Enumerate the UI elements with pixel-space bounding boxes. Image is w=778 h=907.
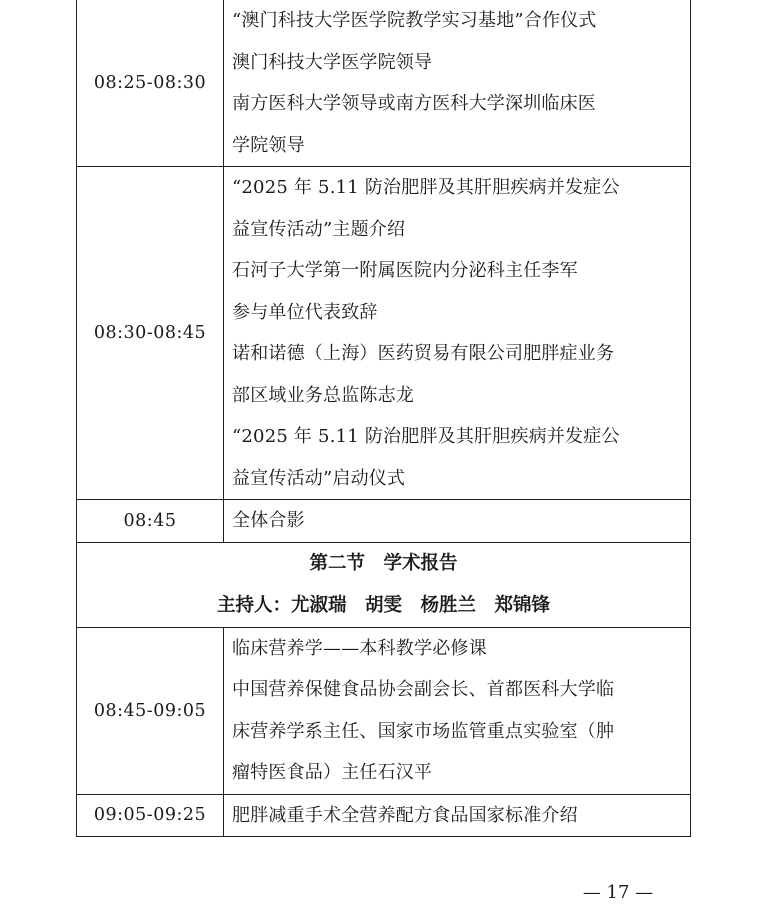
- time-cell: 08:30-08:45: [77, 167, 224, 500]
- content-line: 益宣传活动”启动仪式: [232, 467, 406, 489]
- content-line: 肥胖减重手术全营养配方食品国家标准介绍: [232, 804, 578, 826]
- section-header-row: [77, 542, 691, 627]
- schedule-table: [76, 0, 691, 837]
- content-cell: [224, 627, 691, 794]
- table-row: [77, 0, 691, 167]
- section-header-cell: [77, 542, 691, 627]
- content-line: 诺和诺德（上海）医药贸易有限公司肥胖症业务: [232, 343, 615, 364]
- section-hosts: 主持人：尤淑瑞 胡雯 杨胜兰 郑锦锋: [216, 594, 550, 616]
- content-line: “2025 年 5.11 防治肥胖及其肝胆疾病并发症公: [232, 426, 620, 447]
- content-line: 瘤特医食品）主任石汉平: [232, 762, 433, 783]
- content-line: 全体合影: [232, 510, 305, 531]
- content-cell: [224, 500, 691, 543]
- section-title: 第二节 学术报告: [309, 552, 458, 574]
- content-line: 南方医科大学领导或南方医科大学深圳临床医: [232, 93, 596, 114]
- time-cell: 09:05-09:25: [77, 794, 224, 837]
- content-line: 部区域业务总监陈志龙: [232, 384, 414, 406]
- content-line: 床营养学系主任、国家市场监管重点实验室（肿: [232, 720, 615, 742]
- content-line: 学院领导: [232, 134, 305, 156]
- page-number: — 17 —: [582, 882, 654, 903]
- content-line: “2025 年 5.11 防治肥胖及其肝胆疾病并发症公: [232, 177, 620, 198]
- content-cell: [224, 167, 691, 500]
- table-row: [77, 167, 691, 500]
- time-cell: 08:25-08:30: [77, 0, 224, 167]
- table-row: [77, 794, 691, 837]
- table-row: [77, 500, 691, 543]
- time-cell: 08:45-09:05: [77, 627, 224, 794]
- content-line: 澳门科技大学医学院领导: [232, 51, 433, 73]
- content-line: “澳门科技大学医学院教学实习基地”合作仪式: [232, 10, 597, 31]
- content-line: 中国营养保健食品协会副会长、首都医科大学临: [232, 679, 615, 700]
- content-line: 参与单位代表致辞: [232, 301, 378, 323]
- time-cell: 08:45: [77, 500, 224, 543]
- content-cell: [224, 794, 691, 837]
- table-row: [77, 627, 691, 794]
- content-line: 益宣传活动”主题介绍: [232, 218, 406, 240]
- content-line: 临床营养学——本科教学必修课: [232, 637, 487, 659]
- content-cell: [224, 0, 691, 167]
- content-line: 石河子大学第一附属医院内分泌科主任李军: [232, 260, 578, 281]
